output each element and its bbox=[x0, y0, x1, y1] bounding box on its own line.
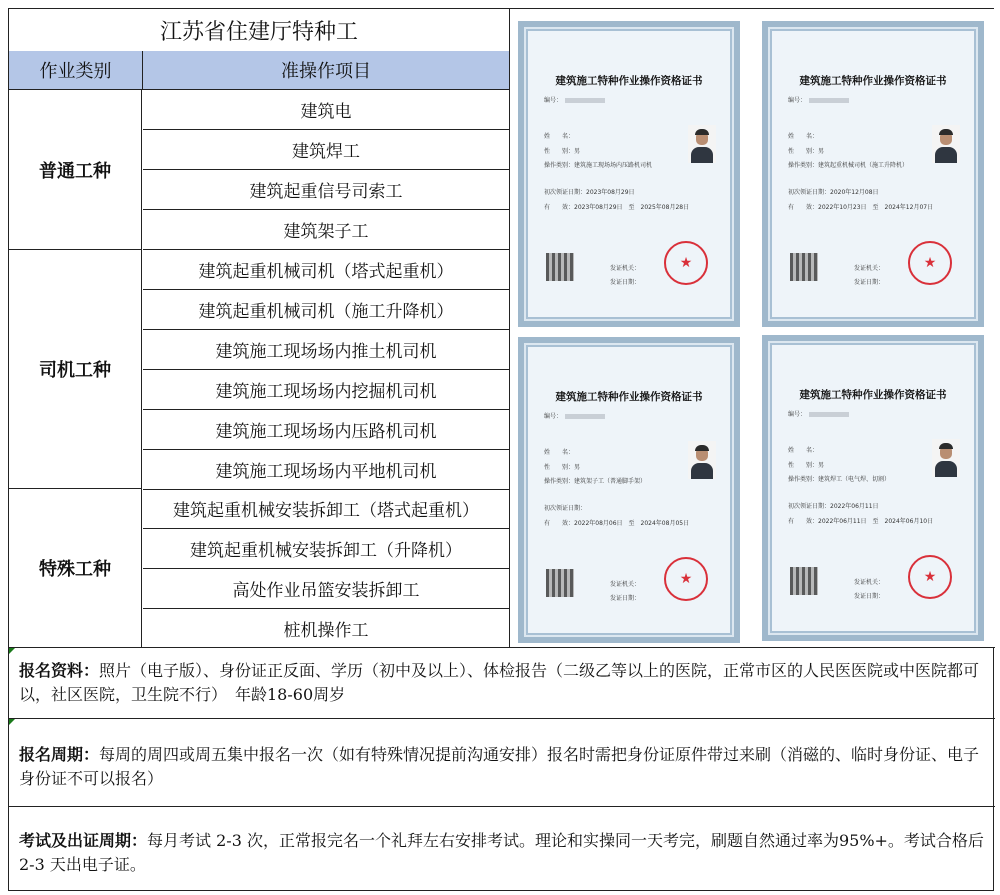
certificate-issuer: 发证机关： bbox=[610, 265, 641, 272]
certificate-title: 建筑施工特种作业操作资格证书 bbox=[555, 391, 703, 403]
certificate-card bbox=[762, 335, 984, 641]
certificate-first-date: 初次领证日期：2022年06月11日 bbox=[788, 503, 879, 510]
certificate-type: 操作类别：建筑架子工（普通脚手架） bbox=[544, 478, 647, 485]
avatar bbox=[932, 439, 960, 477]
certificate-issuer: 发证机关： bbox=[610, 581, 641, 588]
certificate-name: 姓 名： bbox=[544, 449, 575, 456]
header-category: 作业类别 bbox=[9, 51, 143, 90]
table-row: 建筑起重机械安装拆卸工（塔式起重机） bbox=[143, 489, 509, 529]
seal-stamp-icon: ★ bbox=[908, 555, 952, 599]
certificate-name: 姓 名： bbox=[788, 447, 819, 454]
header-item: 准操作项目 bbox=[143, 51, 509, 90]
table-row: 建筑架子工 bbox=[143, 210, 509, 250]
qr-code-icon bbox=[546, 253, 574, 281]
certificate-issue-date: 发证日期： bbox=[610, 595, 641, 602]
certificate-issuer: 发证机关： bbox=[854, 265, 885, 272]
certificate-valid: 有 效：2022年06月11日 至 2024年06月10日 bbox=[788, 518, 934, 525]
section-text: 每周的周四或周五集中报名一次（如有特殊情况提前沟通安排）报名时需把身份证原件带过来刷（消磁的、临时身份证、电子身份证不可以报名） bbox=[19, 745, 980, 788]
certificate-title: 建筑施工特种作业操作资格证书 bbox=[799, 75, 947, 87]
table-row: 建筑起重机械安装拆卸工（升降机） bbox=[143, 529, 509, 569]
seal-stamp-icon: ★ bbox=[664, 557, 708, 601]
avatar bbox=[932, 125, 960, 163]
seal-stamp-icon: ★ bbox=[908, 241, 952, 285]
certificate-gallery bbox=[510, 9, 995, 647]
certificate-sex: 性 别：男 bbox=[788, 148, 825, 155]
certificate-type: 操作类别：建筑起重机械司机（施工升降机） bbox=[788, 162, 909, 169]
table-row: 建筑施工现场场内挖掘机司机 bbox=[143, 370, 509, 410]
certificate-card bbox=[762, 21, 984, 327]
table-row: 桩机操作工 bbox=[283, 620, 369, 641]
table-row: 建筑起重机械司机（塔式起重机） bbox=[143, 250, 509, 290]
section-materials bbox=[9, 647, 995, 718]
section-text: 照片（电子版）、身份证正反面、学历（初中及以上）、体检报告（二级乙等以上的医院，正常市区的人民医医院或中医院都可以，社区医院，卫生院不行） 年龄18-60周岁 bbox=[19, 661, 980, 704]
certificate-title: 建筑施工特种作业操作资格证书 bbox=[555, 75, 703, 87]
certificate-first-date: 初次领证日期： bbox=[544, 505, 587, 512]
qr-code-icon bbox=[790, 253, 818, 281]
certificate-number: 编号： bbox=[544, 411, 605, 420]
qr-code-icon bbox=[546, 569, 574, 597]
certificate-issuer: 发证机关： bbox=[854, 579, 885, 586]
table-row: 建筑施工现场场内压路机司机 bbox=[143, 410, 509, 450]
certificate-number: 编号： bbox=[788, 95, 849, 104]
certificate-valid: 有 效：2023年08月29日 至 2025年08月28日 bbox=[544, 204, 690, 211]
certificate-type: 操作类别：建筑施工现场场内压路机司机 bbox=[544, 162, 653, 169]
certificate-name: 姓 名： bbox=[544, 133, 575, 140]
section-text: 每月考试 2-3 次，正常报完名一个礼拜左右安排考试。理论和实操同一天考完，刷题自然通过率为95%+。考试合格后2-3 天出电子证。 bbox=[19, 831, 984, 874]
avatar bbox=[688, 125, 716, 163]
qr-code-icon bbox=[790, 567, 818, 595]
table-row: 建筑起重机械司机（施工升降机） bbox=[143, 290, 509, 330]
certificate-valid: 有 效：2022年10月23日 至 2024年12月07日 bbox=[788, 204, 934, 211]
table-row: 建筑电 bbox=[143, 90, 509, 130]
certificate-card bbox=[518, 21, 740, 327]
group-special: 特殊工种 bbox=[9, 489, 142, 647]
certificate-first-date: 初次领证日期：2020年12月08日 bbox=[788, 189, 879, 196]
avatar bbox=[688, 441, 716, 479]
section-label: 考试及出证周期： bbox=[19, 831, 148, 850]
certificate-number: 编号： bbox=[788, 409, 849, 418]
certificate-issue-date: 发证日期： bbox=[854, 593, 885, 600]
job-table bbox=[9, 9, 509, 647]
certificate-sex: 性 别：男 bbox=[544, 464, 581, 471]
certificate-sex: 性 别：男 bbox=[788, 462, 825, 469]
seal-stamp-icon: ★ bbox=[664, 241, 708, 285]
certificate-name: 姓 名： bbox=[788, 133, 819, 140]
section-label: 报名资料： bbox=[19, 661, 100, 680]
table-row: 建筑起重信号司索工 bbox=[143, 170, 509, 210]
table-row: 建筑焊工 bbox=[143, 130, 509, 170]
certificate-valid: 有 效：2022年08月06日 至 2024年08月05日 bbox=[544, 520, 690, 527]
section-cycle bbox=[9, 718, 995, 806]
certificate-issue-date: 发证日期： bbox=[854, 279, 885, 286]
table-row: 建筑施工现场场内推土机司机 bbox=[143, 330, 509, 370]
certificate-number: 编号： bbox=[544, 95, 605, 104]
section-label: 报名周期： bbox=[19, 745, 100, 764]
table-row: 高处作业吊篮安装拆卸工 bbox=[143, 569, 509, 609]
document-sheet bbox=[8, 8, 994, 891]
group-general: 普通工种 bbox=[9, 90, 142, 250]
group-driver: 司机工种 bbox=[9, 250, 142, 489]
page-title: 江苏省住建厅特种工 bbox=[9, 9, 509, 52]
table-row: 建筑施工现场场内平地机司机 bbox=[143, 450, 509, 490]
certificate-title: 建筑施工特种作业操作资格证书 bbox=[799, 389, 947, 401]
certificate-first-date: 初次领证日期：2023年08月29日 bbox=[544, 189, 635, 196]
certificate-issue-date: 发证日期： bbox=[610, 279, 641, 286]
certificate-sex: 性 别：男 bbox=[544, 148, 581, 155]
certificate-card bbox=[518, 337, 740, 643]
section-exam bbox=[9, 806, 995, 890]
certificate-type: 操作类别：建筑焊工（电气焊、切割） bbox=[788, 476, 891, 483]
